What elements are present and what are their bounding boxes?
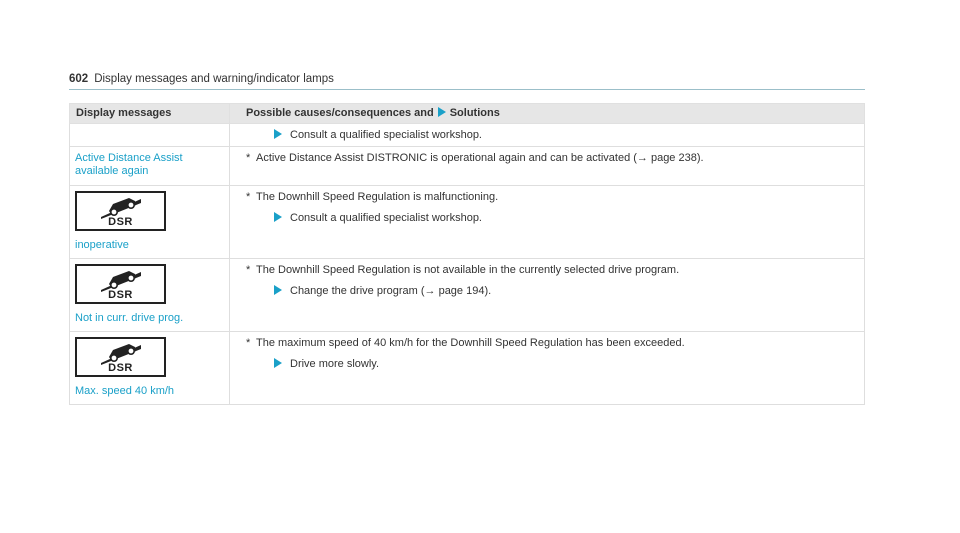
bullet-star: * <box>246 152 251 164</box>
page-number: 602 <box>69 73 89 85</box>
table-header-row <box>70 104 865 124</box>
solution-step: Drive more slowly. <box>274 358 864 371</box>
table-row <box>70 332 865 405</box>
solution-step: Consult a qualified specialist workshop. <box>274 129 864 142</box>
solution-step: Consult a qualified specialist workshop. <box>274 212 864 225</box>
message-text: Active Distance Assist available again <box>75 152 183 177</box>
page-header <box>69 72 865 90</box>
triangle-right-icon <box>274 285 282 295</box>
display-messages-table <box>69 103 865 405</box>
message-cell <box>70 332 230 405</box>
table-row <box>70 147 865 186</box>
bullet-star: * <box>246 191 251 203</box>
table-row <box>70 124 865 147</box>
dsr-icon-label: DSR <box>108 362 133 374</box>
message-cell <box>70 259 230 332</box>
dsr-icon-label: DSR <box>108 289 133 301</box>
bullet-star: * <box>246 264 251 276</box>
message-cell <box>70 186 230 259</box>
message-cell <box>70 147 230 186</box>
cause-cell <box>230 259 865 332</box>
triangle-right-icon <box>274 212 282 222</box>
triangle-right-icon <box>274 129 282 139</box>
message-text: Max. speed 40 km/h <box>75 385 175 397</box>
dsr-icon-box <box>75 191 166 231</box>
message-text: Not in curr. drive prog. <box>75 312 184 324</box>
cause-text: Active Distance Assist DISTRONIC is operational again and can be activated (→ page 238). <box>256 152 704 164</box>
dsr-icon-label: DSR <box>108 216 133 228</box>
dsr-icon-box <box>75 337 166 377</box>
triangle-right-icon <box>274 358 282 368</box>
causes-label: Possible causes/consequences and <box>246 107 434 119</box>
solutions-label: Solutions <box>449 107 500 119</box>
column-header-display-messages: Display messages <box>70 104 230 124</box>
table-row <box>70 186 865 259</box>
bullet-star: * <box>246 337 251 349</box>
cause-text: The Downhill Speed Regulation is not available in the currently selected drive program. <box>256 264 680 276</box>
cause-cell <box>230 332 865 405</box>
dsr-icon-box <box>75 264 166 304</box>
cause-cell <box>230 186 865 259</box>
cause-cell <box>230 147 865 186</box>
message-cell <box>70 124 230 147</box>
cause-text: The maximum speed of 40 km/h for the Downhill Speed Regulation has been exceeded. <box>256 337 685 349</box>
cause-cell <box>230 124 865 147</box>
cause-text: The Downhill Speed Regulation is malfunctioning. <box>256 191 499 203</box>
message-text: inoperative <box>75 239 129 251</box>
table-row <box>70 259 865 332</box>
column-header-causes-solutions <box>230 104 865 124</box>
triangle-right-icon <box>438 107 446 117</box>
page-title: Display messages and warning/indicator lamps <box>94 73 334 85</box>
solution-step: Change the drive program (→ page 194). <box>274 285 864 298</box>
